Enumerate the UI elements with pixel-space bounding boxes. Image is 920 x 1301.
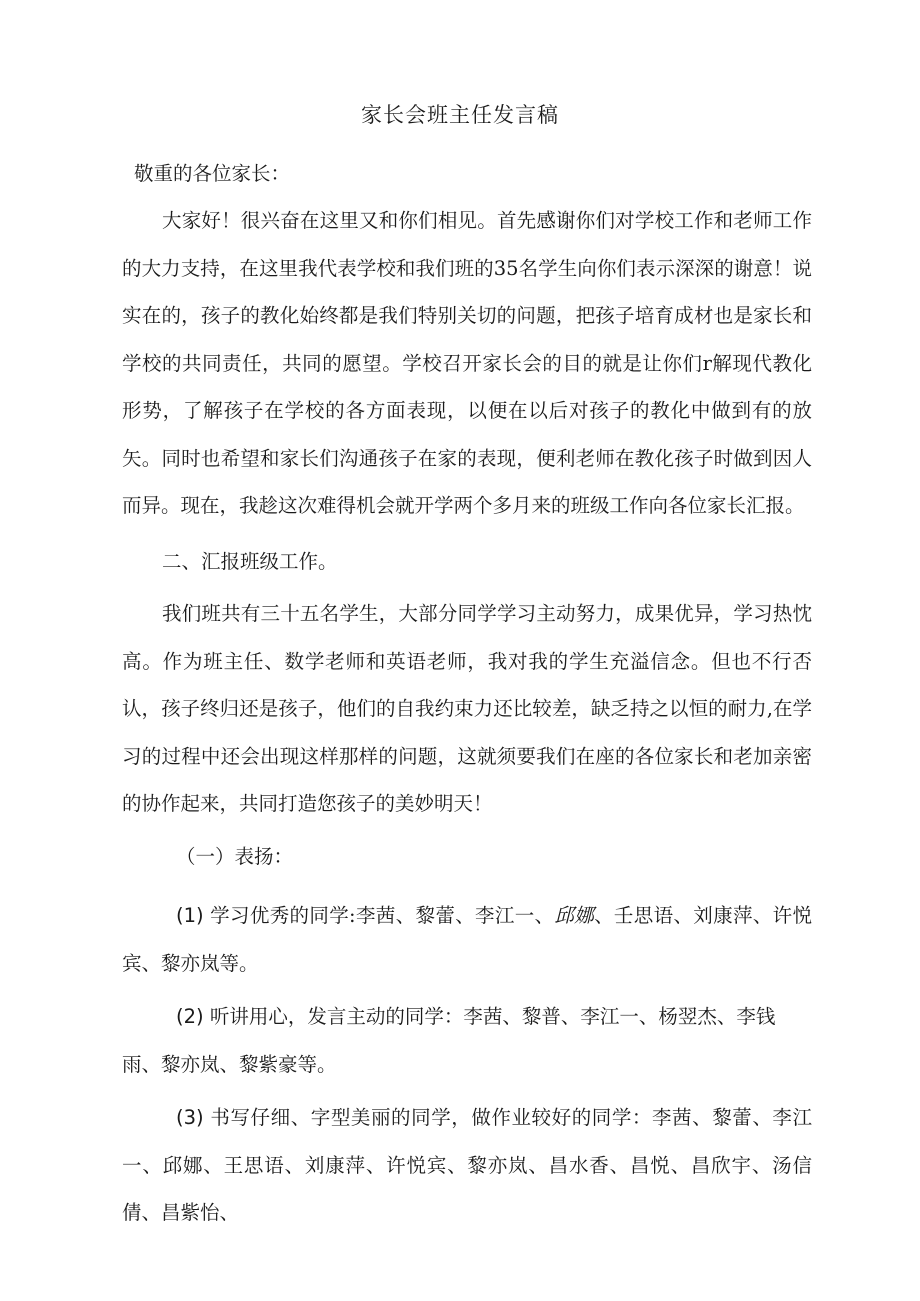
praise-item-2-line1 [122, 993, 812, 1041]
praise-item-2-line2: 雨、黎亦岚、黎紫豪等。 [122, 1052, 337, 1076]
paragraph-opening: 大家好！很兴奋在这里又和你们相见。首先感谢你们对学校工作和老师工作的大力支持，在这里我代表学校和我们班的35名学生向你们表示深深的谢意！说实在的，孩子的教化始终都是我们特别关切的问题，把孩子培育成材也是家长和学校的共同责任，共同的愿望。学校召开家长会的目的就是让你们r解现代教化形势，了解孩子在学校的各方面表现，以便在以后对孩子的教化中做到有的放矢。同时也希望和家长们沟通孩子在家的表现，便利老师在教化孩子时做到因人而异。现在，我趁这次难得机会就开学两个多月来的班级工作向各位家长汇报。 [122, 209, 812, 517]
paragraph-class-overview: 我们班共有三十五名学生，大部分同学学习主动努力，成果优异，学习热忱高。作为班主任、数学老师和英语老师，我对我的学生充溢信念。但也不行否认，孩子终归还是孩子，他们的自我约束力还比较差，缺乏持之以恒的耐力,在学习的过程中还会出现这样那样的问题，这就须要我们在座的各位家长和老加亲密的协作起来，共同打造您孩子的美妙明天！ [122, 602, 812, 815]
item-text: 学习优秀的同学:李茜、黎蕾、李江一、 [210, 904, 555, 927]
document-title: 家长会班主任发言稿 [361, 103, 559, 127]
item-number: (3) [176, 1106, 204, 1129]
praise-item-3 [122, 1094, 812, 1237]
section-heading-report: 二、汇报班级工作。 [162, 550, 338, 573]
item-number: (2) [176, 1005, 204, 1028]
item-text: 、壬思语、刘康萍、许悦宾、黎亦岚等。 [122, 904, 812, 975]
praise-item-1 [122, 892, 812, 987]
item-text-italic: 邱娜 [554, 904, 595, 927]
salutation: 敬重的各位家长： [134, 162, 291, 185]
item-text: 书写仔细、字型美丽的同学，做作业较好的同学：李茜、黎蕾、李江一、邱娜、王思语、刘康萍、许悦宾、黎亦岚、昌水香、昌悦、昌欣宇、汤信倩、昌紫怡、 [122, 1106, 812, 1224]
item-text: 听讲用心，发言主动的同学：李茜、黎普、李江一、杨翌杰、李钱 [209, 1005, 776, 1028]
praise-item-2 [122, 993, 812, 1088]
item-number: (1) [176, 904, 204, 927]
subheading-praise: （一）表扬： [176, 845, 294, 868]
